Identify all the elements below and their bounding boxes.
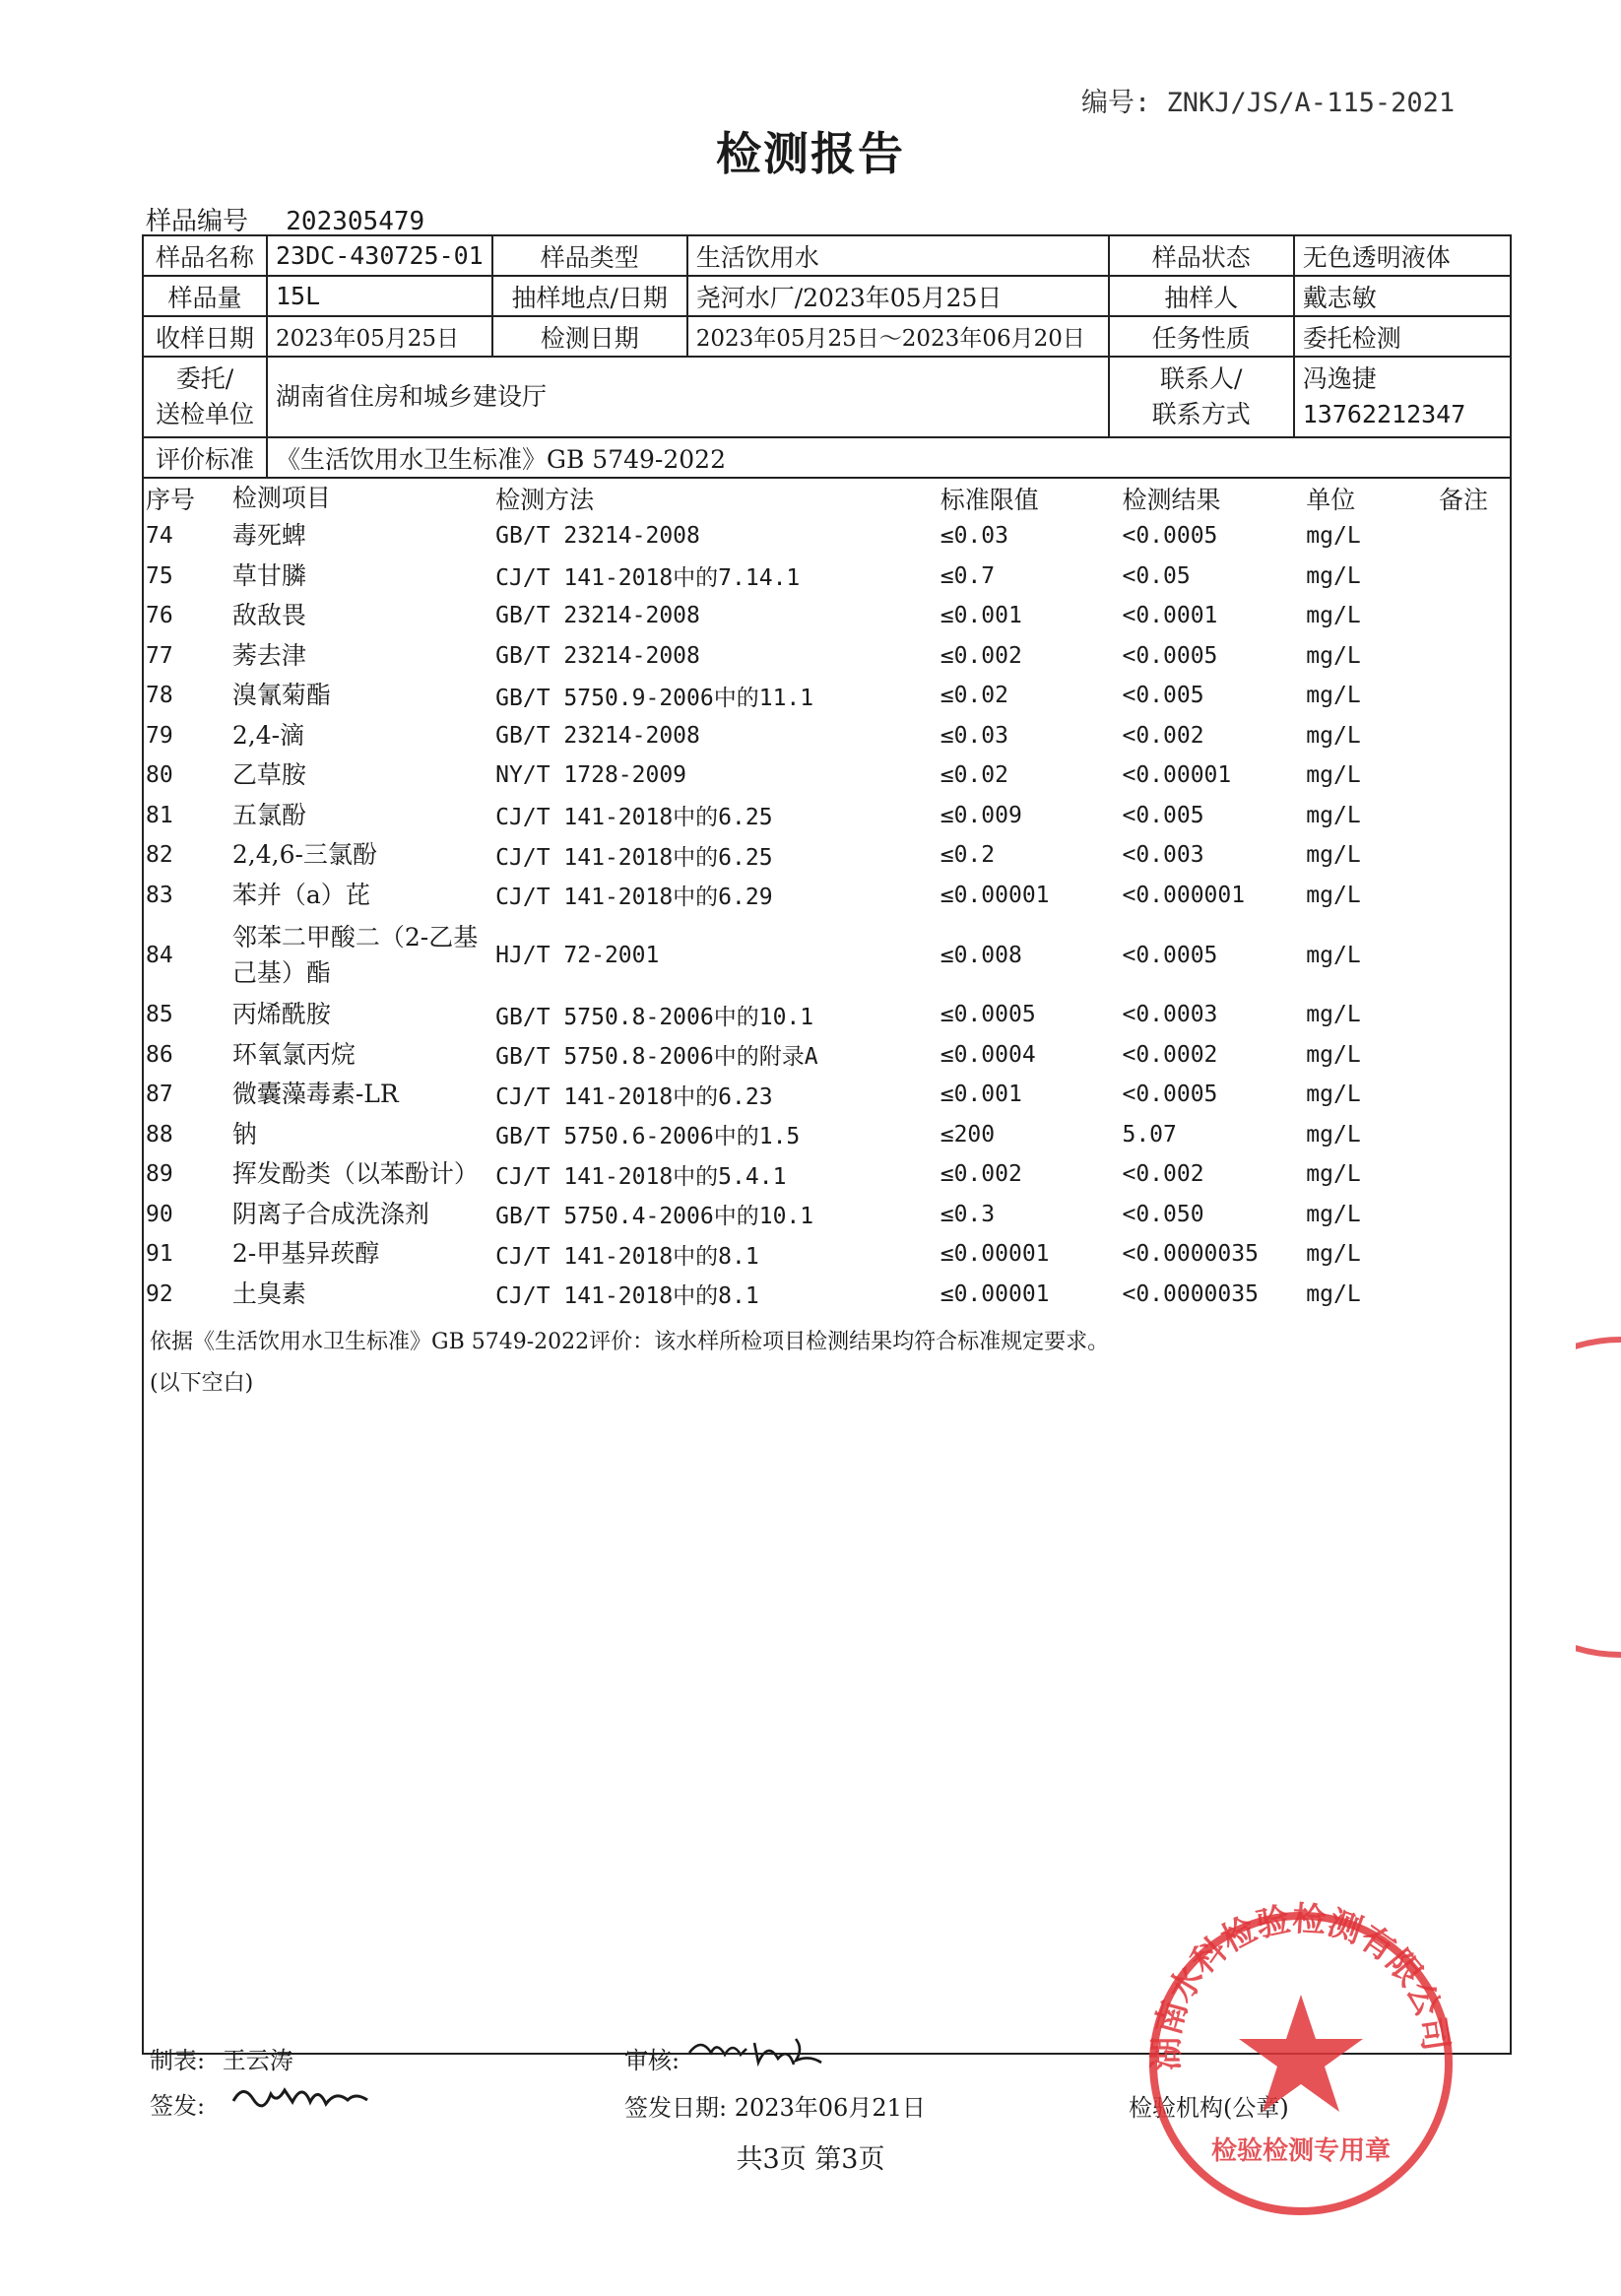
header-cell: 备注 — [1439, 486, 1489, 514]
table-cell — [1439, 995, 1503, 1035]
table-cell: GB/T 5750.4-2006中的10.1 — [495, 1204, 814, 1230]
table-row — [144, 755, 1503, 796]
table-cell: GB/T 23214-2008 — [495, 722, 700, 749]
table-cell: CJ/T 141-2018中的5.4.1 — [495, 1163, 787, 1190]
type-value: 生活饮用水 — [687, 235, 1109, 276]
table-cell: mg/L — [1306, 562, 1361, 589]
state-label: 样品状态 — [1109, 235, 1294, 276]
table-cell: ≤0.009 — [940, 802, 1022, 828]
table-cell: GB/T 5750.8-2006中的附录A — [495, 1044, 818, 1071]
table-row — [144, 1035, 1503, 1076]
issue-date: 签发日期: 2023年06月21日 — [624, 2094, 926, 2122]
table-cell: ≤0.002 — [940, 1161, 1022, 1188]
table-cell: mg/L — [1306, 1201, 1361, 1227]
table-cell: 74 — [146, 523, 173, 550]
org-label: 检验机构(公章) — [1129, 2094, 1289, 2122]
table-cell: NY/T 1728-2009 — [495, 762, 687, 789]
contact-value — [1294, 357, 1511, 437]
table-row — [144, 796, 1503, 836]
contact-label-line2: 联系方式 — [1151, 400, 1251, 428]
table-cell: 毒死蜱 — [231, 521, 306, 551]
table-row — [144, 1195, 1503, 1235]
table-cell: GB/T 5750.6-2006中的1.5 — [495, 1124, 801, 1150]
sample-number — [146, 201, 424, 237]
official-seal — [1138, 1901, 1463, 2226]
sampler-value: 戴志敏 — [1294, 276, 1511, 316]
sample-number-label: 样品编号 — [146, 207, 249, 236]
table-cell: CJ/T 141-2018中的6.23 — [495, 1083, 773, 1110]
table-cell: GB/T 23214-2008 — [495, 523, 700, 550]
table-cell: <0.0005 — [1122, 942, 1218, 968]
table-cell: <0.000001 — [1122, 882, 1246, 908]
table-cell: <0.003 — [1122, 842, 1204, 869]
table-row — [144, 716, 1503, 756]
table-cell: 79 — [146, 722, 173, 749]
header-cell: 单位 — [1306, 486, 1356, 514]
table-cell: 环氧氯丙烷 — [231, 1039, 356, 1069]
table-cell: 89 — [146, 1161, 173, 1188]
table-cell: 挥发酚类（以苯酚计） — [231, 1159, 479, 1189]
contact-label — [1109, 357, 1294, 437]
table-cell — [1439, 796, 1503, 836]
place-label: 抽样地点/日期 — [492, 276, 687, 316]
svg-text:湖南水科检验检测有限公司: 湖南水科检验检测有限公司 — [1146, 1901, 1456, 2070]
table-cell: 82 — [146, 842, 173, 869]
sample-info-table — [142, 234, 1512, 479]
table-cell: GB/T 5750.9-2006中的11.1 — [495, 685, 814, 711]
table-cell: 75 — [146, 562, 173, 589]
name-value: 23DC-430725-01 — [267, 235, 492, 276]
table-cell: mg/L — [1306, 1082, 1361, 1108]
type-label: 样品类型 — [492, 235, 687, 276]
results-header-row — [144, 481, 1503, 516]
table-cell: 85 — [146, 1002, 173, 1028]
sample-number-value: 202305479 — [286, 207, 425, 236]
header-cell: 序号 — [146, 486, 196, 514]
table-row — [144, 1234, 1503, 1275]
table-cell: mg/L — [1306, 523, 1361, 550]
reviewed-label: 审核: — [624, 2047, 681, 2074]
issued-by — [150, 2086, 205, 2121]
table-cell: 84 — [146, 942, 173, 968]
table-cell: ≤0.0004 — [940, 1041, 1036, 1068]
table-cell: mg/L — [1306, 642, 1361, 669]
table-cell — [1439, 716, 1503, 756]
table-cell: mg/L — [1306, 1241, 1361, 1268]
table-cell: CJ/T 141-2018中的8.1 — [495, 1283, 759, 1310]
client-label — [143, 357, 267, 437]
state-value: 无色透明液体 — [1294, 235, 1511, 276]
receive-date-label: 收样日期 — [143, 316, 267, 357]
table-cell: 83 — [146, 882, 173, 908]
table-cell: 钠 — [231, 1119, 257, 1148]
table-cell — [1439, 1195, 1503, 1235]
table-cell: mg/L — [1306, 882, 1361, 908]
reviewed-by — [624, 2041, 680, 2075]
table-row — [144, 636, 1503, 677]
table-cell: GB/T 23214-2008 — [495, 603, 700, 629]
table-cell: mg/L — [1306, 762, 1361, 789]
prepared-label: 制表: — [150, 2047, 206, 2074]
table-cell: <0.05 — [1122, 562, 1191, 589]
table-cell: ≤0.00001 — [940, 1241, 1050, 1268]
client-value: 湖南省住房和城乡建设厅 — [267, 357, 1109, 437]
results-table — [144, 481, 1503, 1314]
table-cell: 丙烯酰胺 — [231, 1000, 331, 1029]
table-cell: 微囊藻毒素-LR — [231, 1080, 399, 1109]
table-cell: 80 — [146, 762, 173, 789]
prepared-name: 王云涛 — [222, 2047, 293, 2074]
table-cell: <0.0002 — [1122, 1041, 1218, 1068]
standard-label: 评价标准 — [143, 437, 267, 478]
table-cell: ≤0.001 — [940, 1082, 1022, 1108]
table-cell — [1439, 915, 1503, 995]
table-row — [144, 995, 1503, 1035]
table-row — [144, 676, 1503, 716]
table-cell: <0.050 — [1122, 1201, 1204, 1227]
table-cell: 90 — [146, 1201, 173, 1227]
table-cell: 88 — [146, 1121, 173, 1148]
table-cell: <0.0003 — [1122, 1002, 1218, 1028]
sampler-label: 抽样人 — [1109, 276, 1294, 316]
table-cell: 91 — [146, 1241, 173, 1268]
table-cell: 92 — [146, 1280, 173, 1307]
document-number: 编号: ZNKJ/JS/A-115-2021 — [1081, 88, 1456, 118]
table-cell: GB/T 23214-2008 — [495, 642, 700, 669]
table-cell: ≤0.03 — [940, 722, 1008, 749]
table-cell: ≤0.3 — [940, 1201, 996, 1227]
table-cell — [1439, 1115, 1503, 1155]
table-cell: <0.0000035 — [1122, 1280, 1259, 1307]
table-cell: <0.005 — [1122, 683, 1204, 709]
test-date-value: 2023年05月25日～2023年06月20日 — [687, 316, 1109, 357]
table-cell: 78 — [146, 683, 173, 709]
table-cell: mg/L — [1306, 942, 1361, 968]
table-cell: ≤0.002 — [940, 642, 1022, 669]
table-cell: 邻苯二甲酸二（2-乙基己基）酯 — [231, 922, 479, 987]
table-cell: ≤0.0005 — [940, 1002, 1036, 1028]
table-cell: mg/L — [1306, 603, 1361, 629]
table-cell: ≤0.001 — [940, 603, 1022, 629]
test-date-label: 检测日期 — [492, 316, 687, 357]
table-cell: mg/L — [1306, 1121, 1361, 1148]
table-cell: <0.002 — [1122, 1161, 1204, 1188]
table-cell: CJ/T 141-2018中的6.25 — [495, 844, 773, 871]
table-cell — [1439, 1234, 1503, 1275]
table-cell: 五氯酚 — [231, 800, 306, 829]
table-row — [144, 915, 1503, 995]
qty-label: 样品量 — [143, 276, 267, 316]
table-cell: CJ/T 141-2018中的6.25 — [495, 805, 773, 831]
table-cell: 81 — [146, 802, 173, 828]
table-cell: ≤0.00001 — [940, 1280, 1050, 1307]
table-cell: mg/L — [1306, 842, 1361, 869]
table-cell — [1439, 755, 1503, 796]
table-cell: <0.00001 — [1122, 762, 1232, 789]
table-cell: CJ/T 141-2018中的6.29 — [495, 885, 773, 911]
table-cell — [1439, 876, 1503, 916]
table-cell: <0.0000035 — [1122, 1241, 1259, 1268]
table-cell — [1439, 636, 1503, 677]
contact-label-line1: 联系人/ — [1160, 364, 1243, 393]
header-cell: 标准限值 — [940, 486, 1039, 514]
table-cell: <0.005 — [1122, 802, 1204, 828]
table-cell: ≤0.008 — [940, 942, 1022, 968]
name-label: 样品名称 — [143, 235, 267, 276]
table-cell: CJ/T 141-2018中的8.1 — [495, 1243, 759, 1270]
table-cell: 2-甲基异莰醇 — [231, 1239, 380, 1269]
table-row — [144, 876, 1503, 916]
table-cell: HJ/T 72-2001 — [495, 942, 660, 968]
page-number: 共3页 第3页 — [736, 2144, 885, 2175]
receive-date-value: 2023年05月25日 — [267, 316, 492, 357]
contact-name: 冯逸捷 — [1302, 364, 1377, 393]
issued-label: 签发: — [150, 2092, 206, 2120]
table-row — [144, 1275, 1503, 1315]
table-cell: mg/L — [1306, 802, 1361, 828]
place-value: 尧河水厂/2023年05月25日 — [687, 276, 1109, 316]
task-label: 任务性质 — [1109, 316, 1294, 357]
table-cell: 2,4-滴 — [231, 720, 305, 750]
table-cell: 阴离子合成洗涤剂 — [231, 1199, 429, 1228]
table-row — [144, 516, 1503, 557]
header-cell: 检测项目 — [231, 484, 331, 512]
table-row — [144, 557, 1503, 597]
table-row — [144, 835, 1503, 876]
table-cell: 77 — [146, 642, 173, 669]
issued-signature — [228, 2076, 376, 2124]
table-cell: mg/L — [1306, 1002, 1361, 1028]
table-cell: 草甘膦 — [231, 560, 306, 590]
table-cell: <0.002 — [1122, 722, 1204, 749]
table-row — [144, 596, 1503, 636]
table-cell: ≤0.02 — [940, 762, 1008, 789]
table-cell: ≤0.00001 — [940, 882, 1050, 908]
client-label-line2: 送检单位 — [155, 400, 254, 428]
table-cell — [1439, 1075, 1503, 1115]
table-cell: mg/L — [1306, 1041, 1361, 1068]
blank-note: (以下空白) — [150, 1371, 254, 1396]
header-cell: 检测结果 — [1122, 486, 1221, 514]
table-cell: 76 — [146, 603, 173, 629]
table-cell: mg/L — [1306, 683, 1361, 709]
table-cell: ≤0.02 — [940, 683, 1008, 709]
table-cell: 5.07 — [1122, 1121, 1177, 1148]
prepared-by — [150, 2041, 293, 2075]
reviewed-signature — [685, 2031, 833, 2074]
table-cell: <0.0001 — [1122, 603, 1218, 629]
table-cell: 乙草胺 — [231, 760, 306, 790]
table-row — [144, 1075, 1503, 1115]
table-cell: GB/T 5750.8-2006中的10.1 — [495, 1004, 814, 1030]
standard-value: 《生活饮用水卫生标准》GB 5749-2022 — [267, 437, 1511, 478]
table-cell: CJ/T 141-2018中的7.14.1 — [495, 565, 801, 592]
table-cell — [1439, 557, 1503, 597]
table-cell: ≤0.7 — [940, 562, 996, 589]
table-cell — [1439, 516, 1503, 557]
table-cell: ≤0.2 — [940, 842, 996, 869]
table-cell: mg/L — [1306, 722, 1361, 749]
table-cell: 87 — [146, 1082, 173, 1108]
table-cell: <0.0005 — [1122, 642, 1218, 669]
table-row — [144, 1115, 1503, 1155]
seam-seal — [1576, 1330, 1621, 1665]
table-cell: 敌敌畏 — [231, 601, 306, 630]
table-cell: mg/L — [1306, 1280, 1361, 1307]
table-cell: 溴氰菊酯 — [231, 681, 331, 710]
table-cell — [1439, 835, 1503, 876]
table-cell: ≤200 — [940, 1121, 996, 1148]
svg-text:检验检测专用章: 检验检测专用章 — [1210, 2136, 1392, 2166]
header-cell: 检测方法 — [495, 486, 595, 514]
table-cell: <0.0005 — [1122, 1082, 1218, 1108]
conclusion: 依据《生活饮用水卫生标准》GB 5749-2022评价：该水样所检项目检测结果均符合标准规定要求。 — [150, 1330, 1110, 1354]
table-cell: mg/L — [1306, 1161, 1361, 1188]
table-cell — [1439, 676, 1503, 716]
page-title: 检测报告 — [716, 127, 905, 180]
table-cell: 2,4,6-三氯酚 — [231, 840, 377, 870]
table-row — [144, 1154, 1503, 1195]
table-cell: 莠去津 — [231, 640, 306, 670]
table-cell: 土臭素 — [231, 1279, 306, 1308]
table-cell: 苯并（a）芘 — [231, 880, 370, 909]
contact-phone: 13762212347 — [1302, 400, 1466, 428]
table-cell — [1439, 596, 1503, 636]
table-cell: ≤0.03 — [940, 523, 1008, 550]
table-cell — [1439, 1035, 1503, 1076]
task-value: 委托检测 — [1294, 316, 1511, 357]
table-cell — [1439, 1275, 1503, 1315]
qty-value: 15L — [267, 276, 492, 316]
table-cell: <0.0005 — [1122, 523, 1218, 550]
client-label-line1: 委托/ — [175, 364, 234, 393]
table-cell — [1439, 1154, 1503, 1195]
table-cell: 86 — [146, 1041, 173, 1068]
